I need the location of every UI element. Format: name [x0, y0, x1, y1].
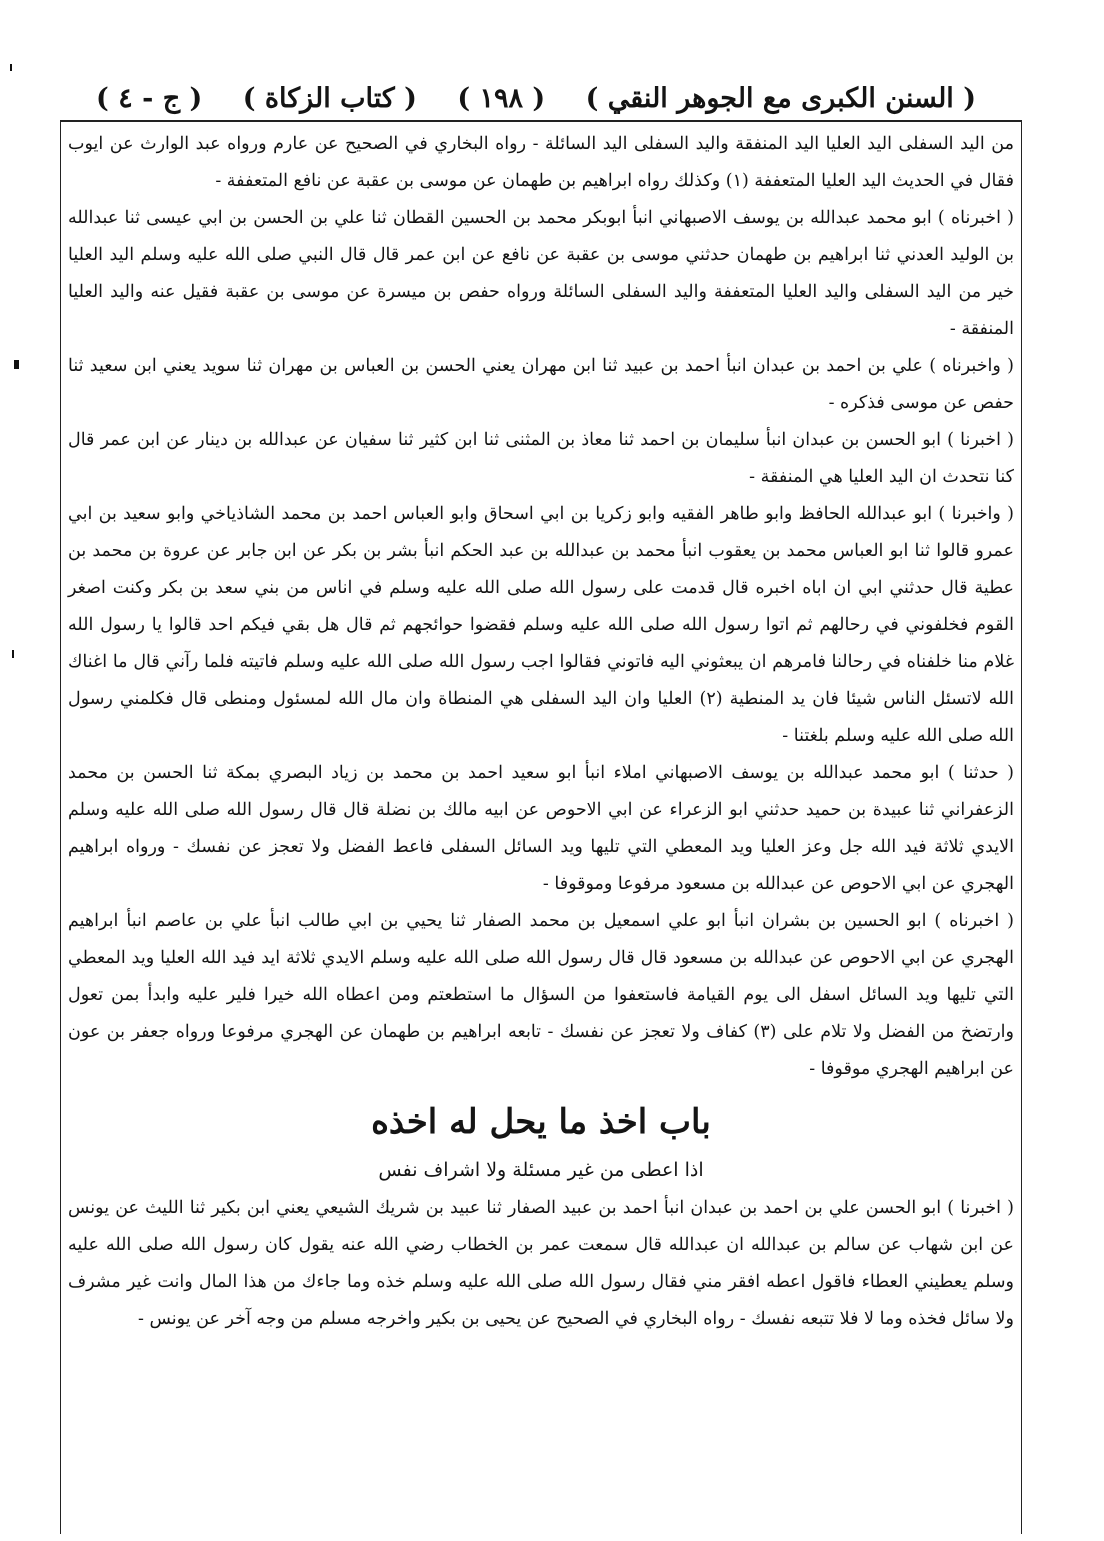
paragraph: ( اخبرناه ) ابو الحسين بن بشران انبأ ابو علي اسمعيل بن محمد الصفار ثنا يحيي بن ابي طالب انبأ علي بن عاصم انبأ ابراهيم الهجري عن ابي الاحوص عن عبدالله بن مسعود قال قال رسول الله صلى الله عليه وسلم الايدي ثلاثة ايد فيد الله العليا ويد المعطي التي تليها ويد السائل اسفل الى يوم القيامة فاستعفوا من السؤال ما استطعتم ومن اعطاه الله خيرا فلير عليه وابدأ بمن تعول وارتضخ من الفضل ولا تلام على (٣) كفاف ولا تعجز عن نفسك - تابعه ابراهيم بن طهمان عن الهجري مرفوعا ورواه جعفر بن عون عن ابراهيم الهجري موقوفا - — [68, 911, 1014, 1079]
chapter-title: باب اخذ ما يحل له اخذه — [371, 1102, 711, 1142]
scan-speck-mark — [14, 360, 19, 369]
paragraph: ( واخبرناه ) علي بن احمد بن عبدان انبأ احمد بن عبيد ثنا ابن مهران يعني الحسن بن العباس بن مهران ثنا سويد يعني ابن سعيد ثنا حفص عن موسى فذكره - — [68, 356, 1014, 413]
section-title: ( كتاب الزكاة ) — [242, 82, 417, 114]
chapter-subtitle: اذا اعطى من غير مسئلة ولا اشراف نفس — [378, 1159, 704, 1181]
paragraph: ( اخبرنا ) ابو الحسن علي بن احمد بن عبدان انبأ احمد بن عبيد الصفار ثنا عبيد بن شريك الشيعي يعني ابن بكير ثنا الليث عن يونس عن ابن شهاب عن سالم بن عبدالله ان عبدالله قال سمعت عمر بن الخطاب رضي الله عنه يقول كان رسول الله صلى الله عليه وسلم يعطيني العطاء فاقول اعطه افقر مني فقال رسول الله صلى الله عليه وسلم خذه وما جاءك من هذا المال وانت غير مشرف ولا سائل فخذه وما لا فلا تتبعه نفسك - رواه البخاري في الصحيح عن يحيى بن بكير واخرجه مسلم من وجه آخر عن يونس - — [68, 1198, 1014, 1329]
page-header — [96, 78, 976, 118]
volume-number: ( ج - ٤ ) — [96, 82, 203, 114]
paragraph: ( حدثنا ) ابو محمد عبدالله بن يوسف الاصبهاني املاء انبأ ابو سعيد احمد بن محمد بن زياد البصري بمكة ثنا الحسن بن محمد الزعفراني ثنا عبيدة بن حميد حدثني ابو الزعراء عن ابي الاحوص عن ابيه مالك بن نضلة قال قال رسول الله صلى الله عليه وسلم الايدي ثلاثة فيد الله جل وعز العليا ويد المعطي التي تليها ويد السائل السفلى فاعط الفضل ولا تعجز عن نفسك - ورواه ابراهيم الهجري عن ابي الاحوص عن عبدالله بن مسعود مرفوعا وموقوفا - — [68, 763, 1014, 894]
page-body — [68, 126, 1014, 1338]
page-number: ( ١٩٨ ) — [457, 82, 546, 114]
paragraph: ( اخبرنا ) ابو الحسن بن عبدان انبأ سليمان بن احمد ثنا معاذ بن المثنى ثنا ابن كثير ثنا سفيان عن عبدالله بن دينار عن ابن عمر قال كنا نتحدث ان اليد العليا هي المنفقة - — [68, 430, 1014, 487]
scan-speck-mark — [10, 64, 12, 71]
paragraph: ( واخبرنا ) ابو عبدالله الحافظ وابو طاهر الفقيه وابو زكريا بن ابي اسحاق وابو العباس احمد بن محمد الشاذياخي وابو سعيد بن ابي عمرو قالوا ثنا ابو العباس محمد بن يعقوب انبأ محمد بن عبدالله بن عبد الحكم انبأ بشر بن بكر عن ابن جابر عن عروة بن محمد بن عطية قال حدثني ابي ان اباه اخبره قال قدمت على رسول الله صلى الله عليه وسلم في اناس من بني سعد بن بكر وكنت اصغر القوم فخلفوني في رحالهم ثم اتوا رسول الله صلى الله عليه وسلم فقضوا حوائجهم ثم قال هل بقي فيكم احد قالوا يا رسول الله غلام منا خلفناه في رحالنا فامرهم ان يبعثوني اليه فاتوني فقالوا اجب رسول الله صلى الله عليه وسلم فاتيته فلما رآني قال ما اغناك الله لاتسئل الناس شيئا فان يد المنطية (٢) العليا وان اليد السفلى هي المنطاة وان مال الله لمسئول ومنطى قال فكلمني رسول الله صلى الله عليه وسلم بلغتنا - — [68, 504, 1014, 746]
book-title: ( السنن الكبرى مع الجوهر النقي ) — [585, 82, 976, 114]
paragraph: ( اخبرناه ) ابو محمد عبدالله بن يوسف الاصبهاني انبأ ابوبكر محمد بن الحسين القطان ثنا علي بن الحسن بن ابي عيسى ثنا عبدالله بن الوليد العدني ثنا ابراهيم بن طهمان حدثني موسى بن عقبة عن نافع عن ابن عمر قال قال النبي صلى الله عليه وسلم اليد العليا خير من اليد السفلى واليد العليا المتعففة واليد السفلى السائلة ورواه حفص بن ميسرة عن موسى بن عقبة فقيل عنه واليد العليا المنفقة - — [68, 208, 1014, 339]
scan-speck-mark — [12, 650, 14, 658]
paragraph: من اليد السفلى اليد العليا اليد المنفقة واليد السفلى اليد السائلة - رواه البخاري في الصحيح عن عارم ورواه عبد الوارث عن ايوب فقال في الحديث اليد العليا المتعففة (١) وكذلك رواه ابراهيم بن طهمان عن موسى بن عقبة عن نافع المتعففة - — [68, 134, 1014, 191]
